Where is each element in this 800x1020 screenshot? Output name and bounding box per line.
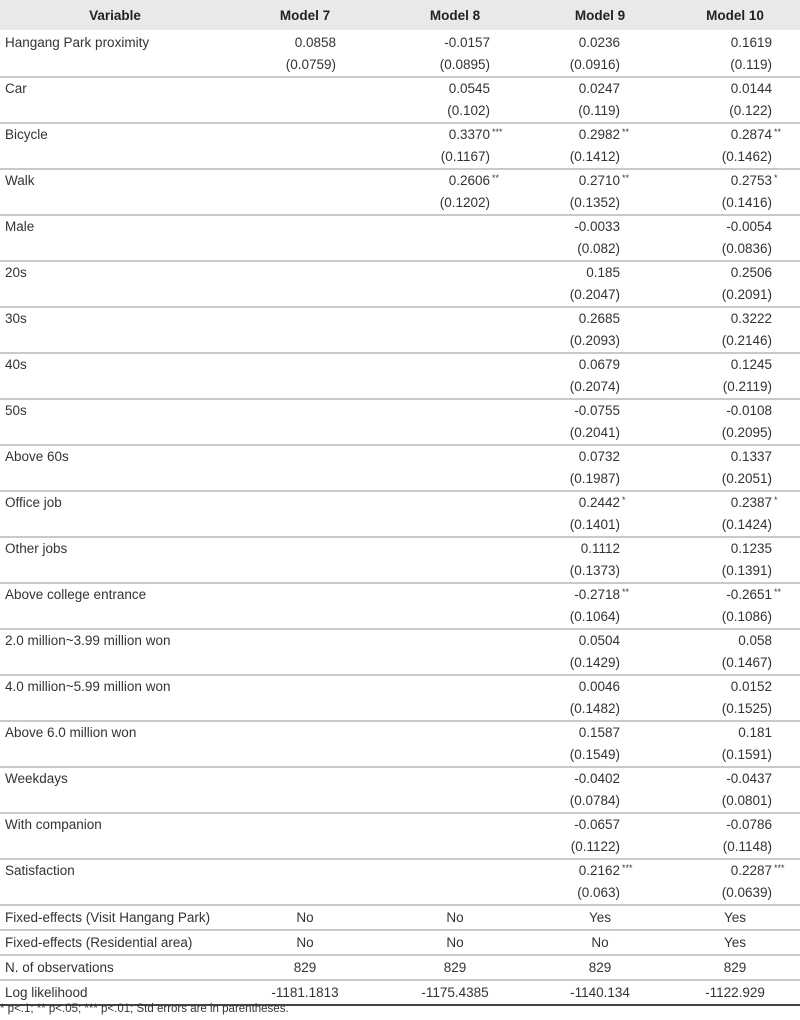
coefficient: -0.0786 (726, 817, 772, 832)
coefficient: -0.0437 (726, 771, 772, 786)
coefficient: -0.0157 (444, 35, 490, 50)
coefficient: 0.2982 (578, 127, 620, 142)
model-cell (670, 813, 800, 859)
model-cell (230, 261, 380, 307)
std-error: (0.1391) (721, 563, 772, 578)
model-cell (380, 537, 530, 583)
model-cell (380, 215, 530, 261)
model-cell (530, 307, 670, 353)
model-cell (380, 307, 530, 353)
std-error: (0.1549) (569, 747, 620, 762)
coefficient: 0.2874 (730, 127, 772, 142)
coefficient: 0.0152 (730, 679, 772, 694)
significance-stars: ** (622, 173, 630, 183)
coefficient: 0.0679 (578, 357, 620, 372)
std-error: (0.1122) (570, 839, 620, 854)
variable-label: Office job (0, 491, 230, 537)
coefficient: 0.2287 (730, 863, 772, 878)
model-cell (670, 77, 800, 123)
summary-label: N. of observations (0, 955, 230, 980)
coefficient: 0.0046 (578, 679, 620, 694)
model-cell (670, 583, 800, 629)
std-error: (0.102) (447, 103, 490, 118)
model-cell (530, 399, 670, 445)
std-error: (0.1148) (722, 839, 772, 854)
model-cell (670, 675, 800, 721)
table-row (0, 31, 800, 77)
model-cell (670, 353, 800, 399)
model-cell (230, 767, 380, 813)
coefficient: -0.0033 (574, 219, 620, 234)
std-error: (0.1352) (569, 195, 620, 210)
table-row (0, 859, 800, 905)
variable-label: 2.0 million~3.99 million won (0, 629, 230, 675)
table-row (0, 169, 800, 215)
summary-value: No (380, 930, 530, 955)
variable-label: 40s (0, 353, 230, 399)
model-cell (230, 859, 380, 905)
coefficient: 0.0504 (578, 633, 620, 648)
variable-label: Satisfaction (0, 859, 230, 905)
footnote: * p<.1; ** p<.05; *** p<.01; Std errors are in parentheses. (0, 1003, 289, 1015)
header-variable: Variable (0, 0, 230, 31)
model-cell (230, 307, 380, 353)
model-cell (230, 353, 380, 399)
variable-label: Above college entrance (0, 583, 230, 629)
std-error: (0.119) (730, 57, 772, 72)
std-error: (0.0836) (721, 241, 772, 256)
model-cell (530, 77, 670, 123)
model-cell (230, 721, 380, 767)
model-cell (530, 445, 670, 491)
model-cell (380, 767, 530, 813)
header-row (0, 0, 800, 31)
std-error: (0.063) (577, 885, 620, 900)
std-error: (0.1401) (569, 517, 620, 532)
model-cell (230, 629, 380, 675)
std-error: (0.0916) (569, 57, 620, 72)
model-cell (530, 169, 670, 215)
model-cell (670, 399, 800, 445)
significance-stars: ** (774, 127, 782, 137)
model-cell (230, 813, 380, 859)
table-row (0, 77, 800, 123)
std-error: (0.1064) (569, 609, 620, 624)
significance-stars: ** (622, 587, 630, 597)
std-error: (0.1373) (569, 563, 620, 578)
coefficient: 0.2442 (578, 495, 620, 510)
coefficient: 0.1587 (578, 725, 620, 740)
std-error: (0.1412) (569, 149, 620, 164)
std-error: (0.0784) (569, 793, 620, 808)
significance-stars: *** (622, 863, 633, 873)
header-model-8: Model 8 (380, 0, 530, 31)
summary-value: No (230, 905, 380, 930)
coefficient: 0.1112 (580, 541, 620, 556)
coefficient: 0.058 (738, 633, 772, 648)
summary-value: No (530, 930, 670, 955)
std-error: (0.1525) (721, 701, 772, 716)
std-error: (0.2047) (569, 287, 620, 302)
summary-value: -1181.1813 (230, 980, 380, 1005)
coefficient: 0.1235 (730, 541, 772, 556)
coefficient: 0.1619 (730, 35, 772, 50)
variable-label: Above 60s (0, 445, 230, 491)
std-error: (0.0759) (285, 57, 336, 72)
model-cell (670, 721, 800, 767)
significance-stars: ** (774, 587, 782, 597)
model-cell (380, 31, 530, 77)
model-cell (670, 491, 800, 537)
coefficient: 0.2753 (730, 173, 772, 188)
summary-value: 829 (380, 955, 530, 980)
coefficient: 0.1245 (730, 357, 772, 372)
model-cell (230, 123, 380, 169)
variable-label: Walk (0, 169, 230, 215)
variable-label: 4.0 million~5.99 million won (0, 675, 230, 721)
std-error: (0.082) (577, 241, 620, 256)
model-cell (530, 813, 670, 859)
std-error: (0.119) (578, 103, 620, 118)
std-error: (0.0639) (721, 885, 772, 900)
std-error: (0.1086) (721, 609, 772, 624)
std-error: (0.1482) (569, 701, 620, 716)
model-cell (380, 675, 530, 721)
significance-stars: *** (492, 127, 503, 137)
table-row (0, 767, 800, 813)
header-model-7: Model 7 (230, 0, 380, 31)
coefficient: 0.2685 (578, 311, 620, 326)
coefficient: 0.185 (586, 265, 620, 280)
model-cell (670, 123, 800, 169)
model-cell (530, 767, 670, 813)
model-cell (670, 31, 800, 77)
std-error: (0.1167) (440, 149, 490, 164)
summary-label: Fixed-effects (Residential area) (0, 930, 230, 955)
model-cell (230, 445, 380, 491)
model-cell (230, 31, 380, 77)
model-cell (670, 629, 800, 675)
header-model-10: Model 10 (670, 0, 800, 31)
significance-stars: ** (492, 173, 500, 183)
model-cell (530, 629, 670, 675)
std-error: (0.2095) (721, 425, 772, 440)
model-cell (670, 169, 800, 215)
coefficient: 0.0247 (578, 81, 620, 96)
model-cell (380, 169, 530, 215)
model-cell (670, 445, 800, 491)
std-error: (0.1416) (721, 195, 772, 210)
summary-value: 829 (530, 955, 670, 980)
coefficient: 0.0732 (578, 449, 620, 464)
variable-label: Car (0, 77, 230, 123)
std-error: (0.2051) (721, 471, 772, 486)
table-row (0, 813, 800, 859)
model-cell (230, 583, 380, 629)
model-cell (380, 445, 530, 491)
std-error: (0.2074) (569, 379, 620, 394)
model-cell (230, 77, 380, 123)
table-row (0, 675, 800, 721)
model-cell (530, 583, 670, 629)
variable-label: Above 6.0 million won (0, 721, 230, 767)
table-row (0, 261, 800, 307)
table-row (0, 491, 800, 537)
variable-label: 20s (0, 261, 230, 307)
model-cell (670, 307, 800, 353)
model-cell (380, 491, 530, 537)
table-row (0, 307, 800, 353)
std-error: (0.2119) (722, 379, 772, 394)
table-row (0, 123, 800, 169)
model-cell (670, 859, 800, 905)
model-cell (230, 491, 380, 537)
summary-row (0, 980, 800, 1005)
model-cell (530, 215, 670, 261)
model-cell (530, 123, 670, 169)
model-cell (670, 261, 800, 307)
table-row (0, 629, 800, 675)
coefficient: 0.2506 (730, 265, 772, 280)
std-error: (0.1467) (721, 655, 772, 670)
std-error: (0.1987) (569, 471, 620, 486)
coefficient: -0.0657 (574, 817, 620, 832)
coefficient: 0.2606 (448, 173, 490, 188)
coefficient: 0.3222 (730, 311, 772, 326)
summary-value: 829 (670, 955, 800, 980)
significance-stars: * (774, 173, 778, 183)
model-cell (380, 721, 530, 767)
summary-value: No (380, 905, 530, 930)
model-cell (230, 537, 380, 583)
coefficient: 0.0545 (448, 81, 490, 96)
model-cell (380, 859, 530, 905)
model-cell (230, 399, 380, 445)
coefficient: 0.1337 (730, 449, 772, 464)
std-error: (0.1202) (439, 195, 490, 210)
significance-stars: * (622, 495, 626, 505)
model-cell (530, 353, 670, 399)
model-cell (530, 491, 670, 537)
variable-label: Bicycle (0, 123, 230, 169)
model-cell (530, 675, 670, 721)
model-cell (380, 583, 530, 629)
summary-value: Yes (670, 905, 800, 930)
summary-value: Yes (670, 930, 800, 955)
summary-label: Log likelihood (0, 980, 230, 1005)
model-cell (530, 261, 670, 307)
table-row (0, 721, 800, 767)
variable-label: Other jobs (0, 537, 230, 583)
coefficient: 0.2387 (730, 495, 772, 510)
std-error: (0.122) (729, 103, 772, 118)
coefficient: -0.0402 (574, 771, 620, 786)
variable-label: With companion (0, 813, 230, 859)
model-cell (530, 721, 670, 767)
coefficient: 0.2162 (578, 863, 620, 878)
coefficient: 0.0858 (294, 35, 336, 50)
model-cell (380, 629, 530, 675)
summary-value: Yes (530, 905, 670, 930)
model-cell (230, 675, 380, 721)
coefficient: 0.2710 (578, 173, 620, 188)
significance-stars: *** (774, 863, 785, 873)
table-row (0, 215, 800, 261)
table-row (0, 583, 800, 629)
summary-value: 829 (230, 955, 380, 980)
model-cell (380, 399, 530, 445)
table-row (0, 353, 800, 399)
coefficient: 0.0236 (578, 35, 620, 50)
summary-row (0, 905, 800, 930)
summary-value: No (230, 930, 380, 955)
std-error: (0.1591) (721, 747, 772, 762)
model-cell (380, 261, 530, 307)
model-cell (530, 537, 670, 583)
model-cell (380, 813, 530, 859)
coefficient: 0.181 (738, 725, 772, 740)
summary-value: -1175.4385 (380, 980, 530, 1005)
significance-stars: ** (622, 127, 630, 137)
header-model-9: Model 9 (530, 0, 670, 31)
model-cell (230, 169, 380, 215)
variable-label: Weekdays (0, 767, 230, 813)
model-cell (380, 77, 530, 123)
significance-stars: * (774, 495, 778, 505)
std-error: (0.0895) (439, 57, 490, 72)
variable-label: 30s (0, 307, 230, 353)
coefficient: -0.2651 (726, 587, 772, 602)
std-error: (0.1462) (721, 149, 772, 164)
variable-label: Hangang Park proximity (0, 31, 230, 77)
std-error: (0.1429) (569, 655, 620, 670)
coefficient: -0.0108 (726, 403, 772, 418)
std-error: (0.0801) (721, 793, 772, 808)
coefficient: -0.2718 (574, 587, 620, 602)
coefficient: -0.0054 (726, 219, 772, 234)
std-error: (0.2093) (569, 333, 620, 348)
summary-row (0, 930, 800, 955)
coefficient: 0.3370 (448, 127, 490, 142)
table-row (0, 399, 800, 445)
summary-value: -1122.929 (670, 980, 800, 1005)
std-error: (0.2041) (569, 425, 620, 440)
model-cell (670, 215, 800, 261)
model-cell (530, 31, 670, 77)
model-cell (670, 537, 800, 583)
std-error: (0.2146) (721, 333, 772, 348)
coefficient: -0.0755 (574, 403, 620, 418)
summary-value: -1140.134 (530, 980, 670, 1005)
coefficient: 0.0144 (730, 81, 772, 96)
model-cell (670, 767, 800, 813)
summary-row (0, 955, 800, 980)
model-cell (380, 123, 530, 169)
std-error: (0.2091) (721, 287, 772, 302)
variable-label: 50s (0, 399, 230, 445)
model-cell (530, 859, 670, 905)
model-cell (380, 353, 530, 399)
table-row (0, 445, 800, 491)
summary-label: Fixed-effects (Visit Hangang Park) (0, 905, 230, 930)
variable-label: Male (0, 215, 230, 261)
model-cell (230, 215, 380, 261)
std-error: (0.1424) (721, 517, 772, 532)
table-row (0, 537, 800, 583)
